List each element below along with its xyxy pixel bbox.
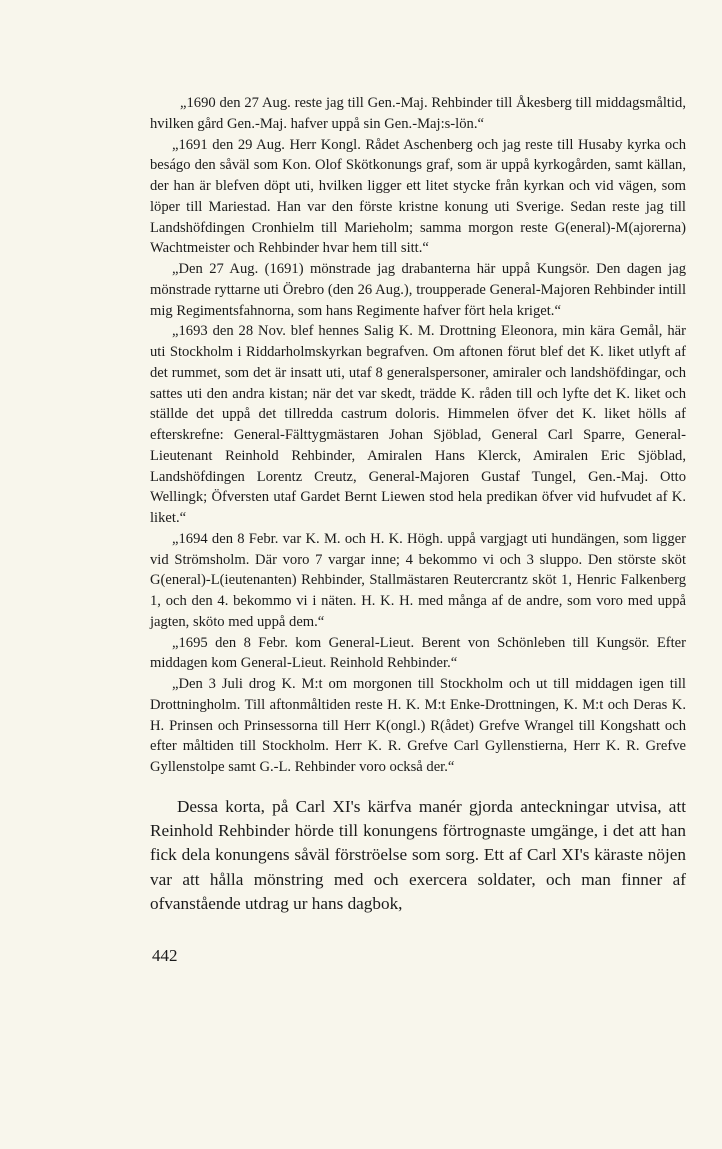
page-content — [150, 93, 686, 916]
quote-paragraph: „1690 den 27 Aug. reste jag till Gen.-Maj. Rehbinder till Åkesberg till middagsmåltid, hvilken gård Gen.-Maj. hafver uppå sin Gen.-Maj:s-lön.“ — [150, 95, 686, 132]
quote-paragraph: „1693 den 28 Nov. blef hennes Salig K. M. Drottning Eleonora, min kära Gemål, här uti Stockholm i Riddarholmskyrkan begrafven. Om aftonen förut blef det K. liket utlyft af det rummet, som det är insatt uti, utaf 8 generalspersoner, amiraler och landshöfdingar, och sattes uti den andra kistan; när det var skedt, trädde K. råden till och lyfte det K. liket och ställde det uppå det tillredda castrum doloris. Himmelen öfver det K. liket hölls af efterskrefne: General-Fälttygmästaren Johan Sjöblad, General Carl Sparre, General-Lieutenant Reinhold Rehbinder, Amiralen Hans Klerck, Amiralen Eric Sjöblad, Landshöfdingen Lorentz Creutz, General-Majoren Gustaf Tungel, Gen.-Maj. Otto Wellingk; Öfversten utaf Gardet Bernt Liewen stod hela predikan öfver vid hufvudet af K. liket.“ — [150, 323, 686, 526]
body-paragraph: Dessa korta, på Carl XI's kärfva manér gjorda anteckningar utvisa, att Reinhold Rehbinder hörde till konungens förtrognaste umgänge, i det att han fick dela konungens såväl förströelse som sorg. Ett af Carl XI's käraste nöjen var att hålla mönstring med och exercera soldater, och man finner af ofvanstående utdrag ur hans dagbok, — [150, 796, 686, 913]
quote-paragraph: „1694 den 8 Febr. var K. M. och H. K. Högh. uppå vargjagt uti hundängen, som ligger vid Strömsholm. Där voro 7 vargar inne; 4 bekommo vi och 3 sluppo. Den störste sköt G(eneral)-L(ieutenanten) Rehbinder, Stallmästaren Reutercrantz sköt 1, Henric Falkenberg 1, och den 4. bekommo vi i näten. H. K. H. med många af de andre, som voro med uppå jagten, sköto med uppå dem.“ — [150, 530, 686, 630]
quote-paragraph: „1691 den 29 Aug. Herr Kongl. Rådet Aschenberg och jag reste till Husaby kyrka och beságo den såväl som Kon. Olof Skötkonungs graf, som är uppå kyrkogården, samt källan, der han är blefven döpt uti, hvilken ligger ett litet stycke från kyrkan och vid vägen, som löper till Mariestad. Han var den förste kristne konung uti Sverige. Sedan reste jag till Landshöfdingen Cronhielm till Marieholm; samma morgon reste G(eneral)-M(ajorerna) Wachtmeister och Rehbinder hvar hem till sitt.“ — [150, 136, 686, 257]
diary-quotes — [150, 93, 686, 778]
quote-paragraph: „Den 27 Aug. (1691) mönstrade jag drabanterna här uppå Kungsör. Den dagen jag mönstrade ryttarne uti Örebro (den 26 Aug.), troupperade General-Majoren Rehbinder intill mig Regimentsfahnorna, som hans Regimente hafver fört hela kriget.“ — [150, 261, 686, 319]
quote-paragraph: „1695 den 8 Febr. kom General-Lieut. Berent von Schönleben till Kungsör. Efter middagen kom General-Lieut. Reinhold Rehbinder.“ — [150, 634, 686, 672]
page-number: 442 — [152, 946, 178, 965]
quote-paragraph: „Den 3 Juli drog K. M:t om morgonen till Stockholm och ut till middagen igen till Drottningholm. Till aftonmåltiden reste H. K. M:t Enke-Drottningen, K. M:t och Deras K. H. Prinsen och Prinsessorna till Herr K(ongl.) R(ådet) Grefve Wrangel till Kongshatt och efter måltiden till Stockholm. Herr K. R. Grefve Carl Gyllenstierna, Herr K. R. Grefve Gyllenstolpe samt G.-L. Rehbinder voro också der.“ — [150, 676, 686, 775]
